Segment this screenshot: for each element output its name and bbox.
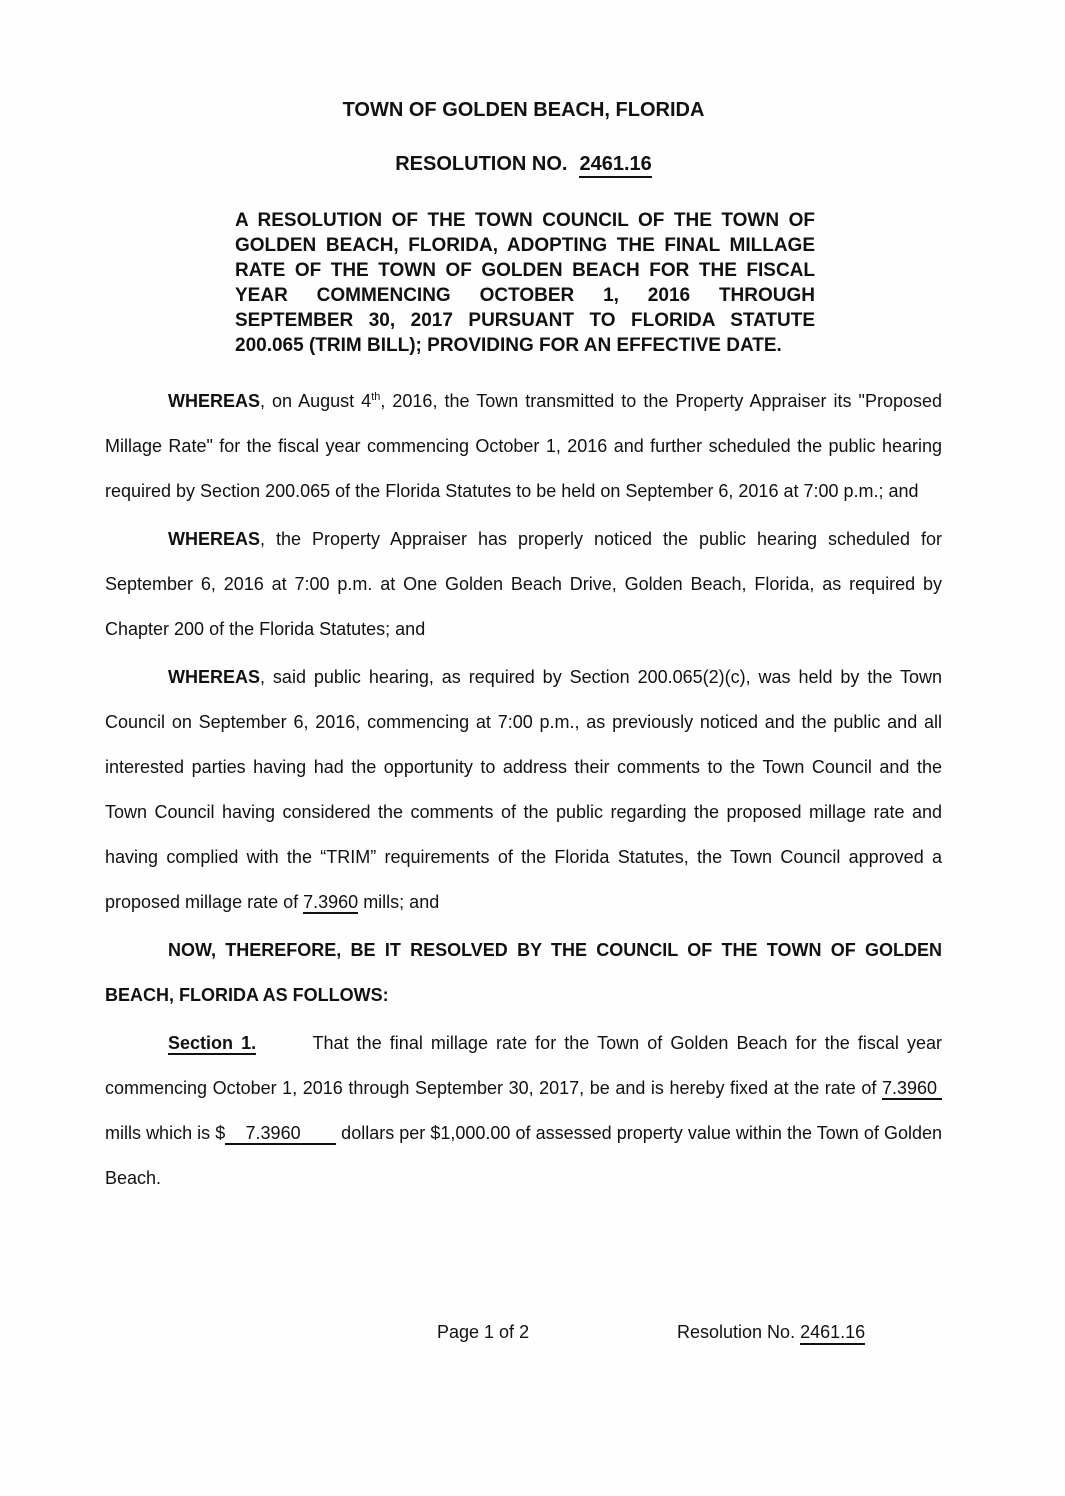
paragraph-whereas-3: WHEREAS, said public hearing, as required by Section 200.065(2)(c), was held by the Town Council on September 6, 2016, commencing at 7:00 p.m., as previously noticed and the public and all interested parties having had the opportunity to address their comments to the Town Council and the Town Council having considered the comments of the public regarding the proposed millage rate and having complied with the “TRIM” requirements of the Florida Statutes, the Town Council approved a proposed millage rate of 7.3960 mills; and bbox=[105, 667, 942, 912]
document-content bbox=[0, 99, 1065, 1201]
body-paragraphs bbox=[105, 375, 942, 1201]
resolution-number: 2461.16 bbox=[579, 153, 651, 178]
footer-resolution-number: 2461.16 bbox=[800, 1322, 865, 1345]
resolution-heading: A RESOLUTION OF THE TOWN COUNCIL OF THE TOWN OF GOLDEN BEACH, FLORIDA, ADOPTING THE FINAL MILLAGE RATE OF THE TOWN OF GOLDEN BEACH FOR THE FISCAL YEAR COMMENCING OCTOBER 1, 2016 THROUGH SEPTEMBER 30, 2017 PURSUANT TO FLORIDA STATUTE 200.065 (TRIM BILL); PROVIDING FOR AN EFFECTIVE DATE. bbox=[235, 210, 815, 356]
footer-resolution-label: Resolution No. bbox=[677, 1322, 796, 1342]
page-number-label: Page 1 of 2 bbox=[437, 1322, 530, 1342]
resolution-label: RESOLUTION NO. bbox=[395, 153, 568, 175]
resolution-number-line bbox=[105, 152, 942, 176]
paragraph-whereas-1: WHEREAS, on August 4th, 2016, the Town transmitted to the Property Appraiser its "Proposed Millage Rate" for the fiscal year commencing October 1, 2016 and further scheduled the public hearing required by Section 200.065 of the Florida Statutes to be held on September 6, 2016 at 7:00 p.m.; and bbox=[105, 391, 942, 501]
footer-resolution-ref bbox=[677, 1322, 865, 1343]
document-title: TOWN OF GOLDEN BEACH, FLORIDA bbox=[342, 99, 705, 121]
paragraph-now-therefore: NOW, THEREFORE, BE IT RESOLVED BY THE COUNCIL OF THE TOWN OF GOLDEN BEACH, FLORIDA AS FOLLOWS: bbox=[105, 940, 942, 1005]
page-footer bbox=[0, 1322, 1065, 1346]
paragraph-whereas-2: WHEREAS, the Property Appraiser has properly noticed the public hearing scheduled for September 6, 2016 at 7:00 p.m. at One Golden Beach Drive, Golden Beach, Florida, as required by Chapter 200 of the Florida Statutes; and bbox=[105, 529, 942, 639]
paragraph-section-1: Section 1. That the final millage rate for the Town of Golden Beach for the fiscal year commencing October 1, 2016 through September 30, 2017, be and is hereby fixed at the rate of 7.3960 mills which is $ 7.3960 dollars per $1,000.00 of assessed property value within the Town of Golden Beach. bbox=[105, 1033, 942, 1188]
